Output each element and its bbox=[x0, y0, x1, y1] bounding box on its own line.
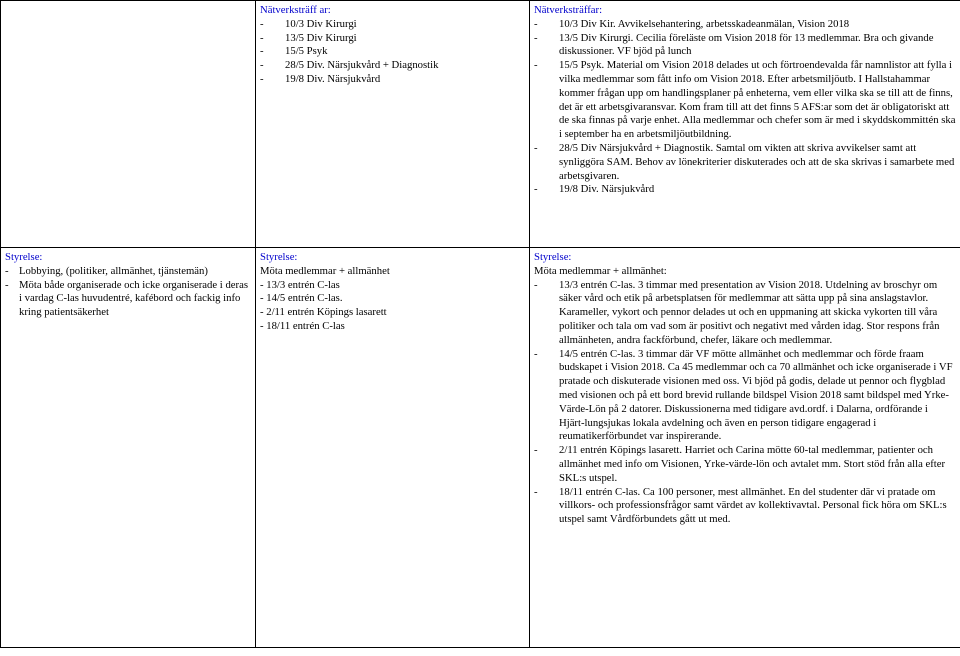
list-item: - 19/8 Div. Närsjukvård bbox=[534, 183, 956, 197]
board-detail-cell bbox=[530, 248, 960, 648]
cell-heading: Styrelse: bbox=[534, 251, 572, 263]
list-item: - 10/3 Div Kir. Avvikelsehantering, arbetsskadeanmälan, Vision 2018 bbox=[534, 18, 956, 32]
board-summary-cell bbox=[256, 248, 530, 648]
text-line: - 2/11 entrén Köpings lasarett bbox=[260, 306, 387, 319]
list-item: - 10/3 Div Kirurgi bbox=[260, 18, 525, 32]
list-item: - 2/11 entrén Köpings lasarett. Harriet och Carina mötte 60-tal medlemmar, patienter och allmänhet med info om Visionen, Yrke-värde-lön och avtalet mm. Stort stöd från alla efter SKL:s utspel. bbox=[534, 444, 956, 485]
table-row bbox=[1, 248, 960, 648]
list-item: - 14/5 entrén C-las. 3 timmar där VF mötte allmänhet och medlemmar och förde fraam budskapet i Vision 2018. Ca 45 medlemmar och ca 70 allmänhet och icke organiserade i VF pratade och diskuterade visionen med oss. Vi bjöd på godis, delade ut pennor och flygblad med visionen och på ett bord brevid rullande bildspel Vision 2018 samt bildspel med Yrke-Värde-Lön på 2 datorer. Diskussionerna med tidigare avd.ordf. i Dalarna, ordförande i Hjärt-lungsjukas lokala avdelning och även en person tidigare engagerad i reumatikerförbundet var inspirerande. bbox=[534, 348, 956, 445]
list-item: - 13/5 Div Kirurgi bbox=[260, 32, 525, 46]
network-meetings-summary-cell bbox=[256, 1, 530, 248]
cell-heading: Nätverksträffar: bbox=[534, 4, 603, 16]
list-item: - 28/5 Div. Närsjukvård + Diagnostik bbox=[260, 59, 525, 73]
text-line: Möta medlemmar + allmänhet bbox=[260, 264, 390, 277]
cell-heading: Styrelse: bbox=[260, 251, 298, 263]
list-item: - 18/11 entrén C-las. Ca 100 personer, mest allmänhet. En del studenter där vi pratade om villkors- och professionsfrågor samt värdet av kollektivavtal. Personal fick höra om SKL:s utspel samt Vårdförbundets gått ut med. bbox=[534, 486, 956, 527]
meeting-date-list bbox=[260, 18, 525, 87]
board-goals-cell bbox=[1, 248, 256, 648]
text-line: - 14/5 entrén C-las. bbox=[260, 292, 343, 305]
text-line: - 18/11 entrén C-las bbox=[260, 319, 345, 332]
meeting-detail-list bbox=[534, 18, 956, 197]
board-goals-list bbox=[5, 265, 251, 320]
list-item: - 28/5 Div Närsjukvård + Diagnostik. Samtal om vikten att skriva avvikelser samt att synliggöra SAM. Behov av lönekriterier diskuterades och att de ska skrivas i samarbete med arbetsgivaren. bbox=[534, 142, 956, 183]
list-item: - 19/8 Div. Närsjukvård bbox=[260, 73, 525, 87]
cell-heading: Nätverksträff ar: bbox=[260, 4, 331, 16]
text-line: - 13/3 entrén C-las bbox=[260, 278, 340, 291]
list-item: - 15/5 Psyk. Material om Vision 2018 delades ut och förtroendevalda får namnlistor att fylla i vilka medlemmar som fått info om Vision 2018. Efter arbetsmiljöutb. I Hallstahammar kommer frågan upp om handlingsplaner på enheterna, vem eller vilka ska se till att de finns, det är ett arbetsgivaransvar. Kom fram till att det finns 5 AFS:ar som det är obligatoriskt att de ska finnas på varje enhet. Alla medlemmar och chefer som är med i skyddskommittén ska i september ha en arbetsmiljöutbildning. bbox=[534, 59, 956, 142]
list-item: - Möta både organiserade och icke organiserade i deras i vardag C-las huvudentré, kafébord och fackig info kring patientsäkerhet bbox=[5, 279, 251, 320]
board-detail-list bbox=[534, 279, 956, 527]
top-left-cell bbox=[1, 1, 256, 248]
network-meetings-detail-cell bbox=[530, 1, 960, 248]
list-item: - 15/5 Psyk bbox=[260, 45, 525, 59]
table-row bbox=[1, 1, 960, 248]
list-item: - 13/5 Div Kirurgi. Cecilia föreläste om Vision 2018 för 13 medlemmar. Bra och givande diskussioner. VF bjöd på lunch bbox=[534, 32, 956, 60]
list-item: - Lobbying, (politiker, allmänhet, tjänstemän) bbox=[5, 265, 251, 279]
cell-heading: Styrelse: bbox=[5, 251, 43, 263]
list-item: - 13/3 entrén C-las. 3 timmar med presentation av Vision 2018. Utdelning av broschyr om säker vård och etik på arbetsplatsen för medlemmar att sätta upp på sina anslagstavlor. Karameller, vykort och pennor delades ut och en uppmaning att skicka vykorten till våra politiker och tala om vad som är positivt och negativt med vården idag. Stor respons från allmänheten, andra fackförbund, chefer, läkare och medlemmar. bbox=[534, 279, 956, 348]
intro-text: Möta medlemmar + allmänhet: bbox=[534, 264, 667, 277]
